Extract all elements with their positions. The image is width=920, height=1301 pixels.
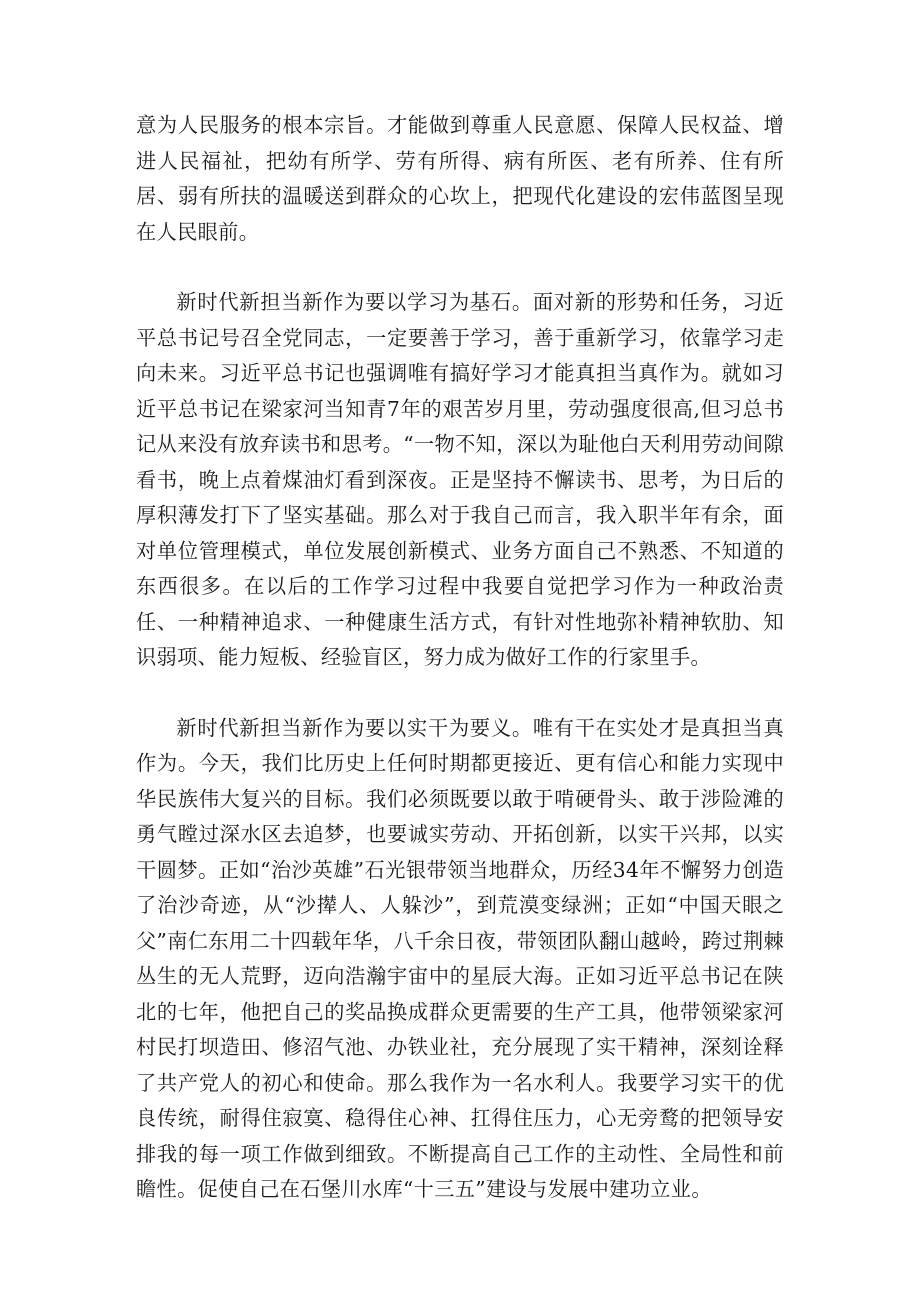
paragraph-1: 意为人民服务的根本宗旨。才能做到尊重人民意愿、保障人民权益、增进人民福祉，把幼有所学、劳有所得、病有所医、老有所养、住有所居、弱有所扶的温暖送到群众的心坎上，把现代化建设的宏伟蓝图呈现在人民眼前。 (136, 113, 784, 244)
paragraph-2: 新时代新担当新作为要以学习为基石。面对新的形势和任务，习近平总书记号召全党同志，一定要善于学习，善于重新学习，依靠学习走向未来。习近平总书记也强调唯有搞好学习才能真担当真作为。就如习近平总书记在梁家河当知青7年的艰苦岁月里，劳动强度很高,但习总书记从来没有放弃读书和思考。“一物不知，深以为耻他白天利用劳动间隙看书，晚上点着煤油灯看到深夜。正是坚持不懈读书、思考，为日后的厚积薄发打下了坚实基础。那么对于我自己而言，我入职半年有余，面对单位管理模式，单位发展创新模式、业务方面自己不熟悉、不知道的东西很多。在以后的工作学习过程中我要自觉把学习作为一种政治责任、一种精神追求、一种健康生活方式，有针对性地弥补精神软肋、知识弱项、能力短板、经验盲区，努力成为做好工作的行家里手。 (136, 290, 784, 669)
paragraph-3: 新时代新担当新作为要以实干为要义。唯有干在实处才是真担当真作为。今天，我们比历史上任何时期都更接近、更有信心和能力实现中华民族伟大复兴的目标。我们必须既要以敢于啃硬骨头、敢于涉险滩的勇气瞠过深水区去追梦，也要诚实劳动、开拓创新，以实干兴邦，以实干圆梦。正如“治沙英雄”石光银带领当地群众，历经34年不懈努力创造了治沙奇迹，从“沙撵人、人躲沙”，到荒漠变绿洲；正如“中国天眼之父”南仁东用二十四载年华，八千余日夜，带领团队翻山越岭，跨过荆棘丛生的无人荒野，迈向浩瀚宇宙中的星辰大海。正如习近平总书记在陕北的七年，他把自己的奖品换成群众更需要的生产工具，他带领梁家河村民打坝造田、修沼气池、办铁业社，充分展现了实干精神，深刻诠释了共产党人的初心和使命。那么我作为一名水利人。我要学习实干的优良传统，耐得住寂寞、稳得住心神、扛得住压力，心无旁鹜的把领导安排我的每一项工作做到细致。不断提高自己工作的主动性、全局性和前瞻性。促使自己在石堡川水库“十三五”建设与发展中建功立业。 (136, 715, 784, 1201)
document-body (136, 108, 784, 1208)
